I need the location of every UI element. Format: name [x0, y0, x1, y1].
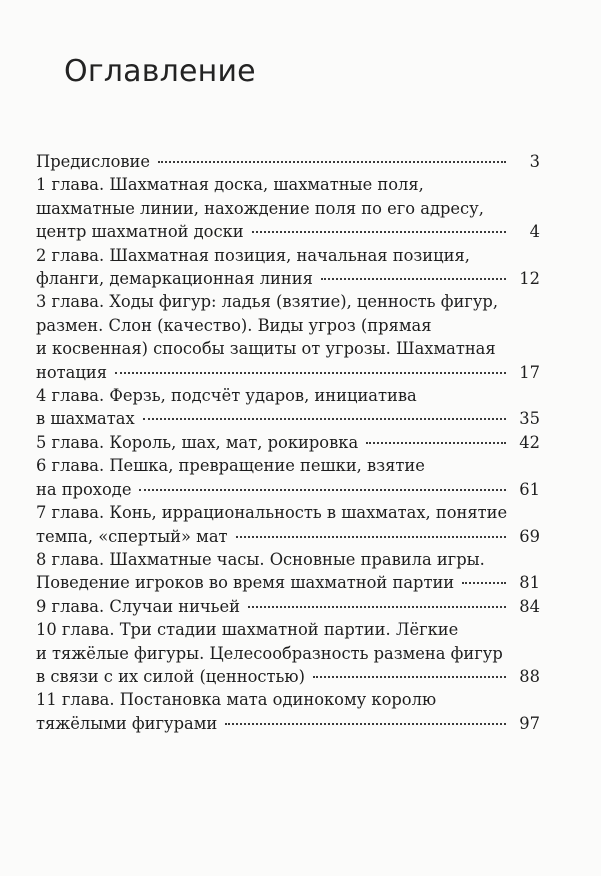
dot-leader	[236, 536, 506, 538]
toc-entry-text-line: 6 глава. Пешка, превращение пешки, взятие	[36, 456, 425, 476]
toc-entry	[36, 454, 540, 501]
table-of-contents	[36, 150, 540, 735]
toc-entry-last-line	[36, 595, 540, 618]
dot-leader	[366, 442, 506, 444]
toc-entry-text: нотация	[36, 362, 107, 382]
dot-leader	[313, 676, 506, 678]
dot-leader	[143, 418, 506, 420]
dot-leader	[321, 278, 506, 280]
toc-entry-text-line: и тяжёлые фигуры. Целесообразность размена фигур	[36, 643, 503, 663]
toc-entry-text-line: 7 глава. Конь, иррациональность в шахматах, понятие	[36, 503, 508, 523]
toc-page-number: 4	[529, 222, 540, 242]
toc-page-number: 61	[519, 479, 540, 499]
toc-entry-last-line	[36, 220, 540, 243]
dot-leader	[252, 231, 506, 233]
toc-entry-text-line: 2 глава. Шахматная позиция, начальная позиция,	[36, 245, 470, 265]
toc-entry-text-line: размен. Слон (качество). Виды угроз (прямая	[36, 315, 432, 335]
toc-page-number: 88	[519, 666, 540, 686]
toc-entry-last-line	[36, 571, 540, 594]
toc-page-number: 17	[519, 362, 540, 382]
toc-page-number: 35	[519, 409, 540, 429]
toc-entry	[36, 688, 540, 735]
toc-entry-text-line: 3 глава. Ходы фигур: ладья (взятие), ценность фигур,	[36, 292, 499, 312]
toc-entry	[36, 150, 540, 173]
toc-entry-text: темпа, «спертый» мат	[36, 526, 228, 546]
toc-entry-text-line: 4 глава. Ферзь, подсчёт ударов, инициатива	[36, 386, 417, 406]
toc-entry-last-line	[36, 407, 540, 430]
toc-entry-text-line: шахматные линии, нахождение поля по его адресу,	[36, 198, 484, 218]
toc-page-number: 69	[519, 526, 540, 546]
toc-entry-text: в связи с их силой (ценностью)	[36, 666, 305, 686]
toc-entry	[36, 290, 540, 384]
toc-entry	[36, 244, 540, 291]
toc-entry-last-line	[36, 150, 540, 173]
toc-entry-last-line	[36, 361, 540, 384]
toc-page-number: 97	[519, 713, 540, 733]
toc-entry-text: на проходе	[36, 479, 132, 499]
toc-entry-text: 9 глава. Случаи ничьей	[36, 596, 241, 616]
toc-entry-last-line	[36, 712, 540, 735]
toc-entry-text: 5 глава. Король, шах, мат, рокировка	[36, 432, 359, 452]
toc-entry-text: в шахматах	[36, 409, 135, 429]
toc-entry-last-line	[36, 431, 540, 454]
toc-entry	[36, 384, 540, 431]
toc-entry	[36, 548, 540, 595]
toc-page-number: 81	[519, 573, 540, 593]
dot-leader	[225, 723, 506, 725]
toc-page-number: 42	[519, 432, 540, 452]
toc-entry-text-line: и косвенная) способы защиты от угрозы. Шахматная	[36, 339, 496, 359]
toc-entry-text: Поведение игроков во время шахматной партии	[36, 573, 455, 593]
dot-leader	[158, 161, 506, 163]
toc-entry	[36, 431, 540, 454]
toc-entry-last-line	[36, 525, 540, 548]
toc-entry-text: фланги, демаркационная линия	[36, 269, 313, 289]
dot-leader	[462, 582, 506, 584]
toc-entry-text-line: 11 глава. Постановка мата одинокому королю	[36, 690, 437, 710]
toc-entry	[36, 595, 540, 618]
toc-entry-text: Предисловие	[36, 152, 151, 171]
toc-entry-last-line	[36, 665, 540, 688]
toc-entry-text-line: 1 глава. Шахматная доска, шахматные поля,	[36, 175, 424, 195]
page-title: Оглавление	[64, 54, 256, 89]
toc-entry-last-line	[36, 267, 540, 290]
toc-entry	[36, 618, 540, 688]
toc-entry-text-line: 8 глава. Шахматные часы. Основные правила игры.	[36, 549, 485, 569]
toc-entry-text-line: 10 глава. Три стадии шахматной партии. Лёгкие	[36, 620, 459, 640]
toc-page-number: 12	[519, 269, 540, 289]
toc-entry	[36, 501, 540, 548]
toc-entry-text: центр шахматной доски	[36, 222, 244, 242]
toc-entry	[36, 173, 540, 243]
toc-page-number: 84	[519, 596, 540, 616]
dot-leader	[139, 489, 506, 491]
toc-page-number: 3	[529, 152, 540, 171]
dot-leader	[115, 372, 506, 374]
toc-entry-last-line	[36, 478, 540, 501]
dot-leader	[248, 606, 506, 608]
toc-entry-text: тяжёлыми фигурами	[36, 713, 218, 733]
